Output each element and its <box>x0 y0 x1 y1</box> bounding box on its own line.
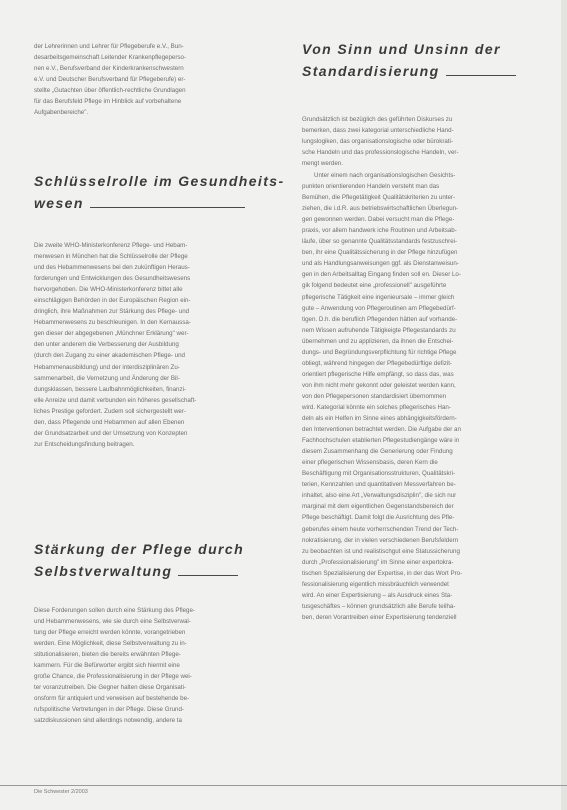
page-edge-shadow <box>561 0 567 810</box>
text-line: orientiert pflegerische Hilfe empfängt, so dass das, was <box>302 370 454 378</box>
text-line: terien, Kennzahlen und quantitativen Messverfahren be- <box>302 481 456 489</box>
text-line: ter voranzutreiben. Die Gegner halten diese Organisati- <box>34 684 187 692</box>
text-line: Pflege beschäftigt. Damit folgt die Ausrichtung des Pfle- <box>302 514 455 522</box>
text-line: praxis, vor allem handwerk iche Routinen und Arbeitsab- <box>302 227 457 235</box>
text-line: geberufes einem heute vorherrschenden Trend der Tech- <box>302 525 459 533</box>
text-line: rufspolitische Vertretungen in der Pflege. Diese Grund- <box>34 706 184 714</box>
text-line: Diese Forderungen sollen durch eine Stärkung des Pflege- <box>34 607 195 614</box>
text-line: von den Pflegepersonen standardisiert übernommen <box>302 392 447 400</box>
text-line: Die zweite WHO-Ministerkonferenz Pflege- und Hebam- <box>34 242 188 249</box>
text-line: werden. Eine Möglichkeit, diese Selbstverwaltung zu in- <box>34 640 187 648</box>
text-line: tung der Pflege erreicht werden könnte, vorangetrieben <box>34 629 186 637</box>
heading-line: Schlüsselrolle im Gesundheits- <box>34 173 285 189</box>
text-line: Hebammenausbildung) und der interdisziplinären Zu- <box>34 363 180 371</box>
text-line: große Chance, die Professionalisierung in der Pflege wei- <box>34 673 192 681</box>
text-line: Hebammenwesens zu beschleunigen. In den Kernaussa- <box>34 319 191 327</box>
text-line: menwesen in München hat die Schlüsselrolle der Pflege <box>34 253 188 261</box>
heading-rule <box>90 207 245 208</box>
section-heading-standardisierung <box>302 38 560 82</box>
text-line: dungs- und Begründungsverpflichtung für richtige Pflege <box>302 348 457 356</box>
text-line: zu beobachten ist und realistischgut eine Statussicherung <box>302 547 460 555</box>
text-line: gen dieser der abgegebenen „Münchner Erklärung" wer- <box>34 330 189 338</box>
text-line: desarbeitsgemeinschaft Leitender Krankenpflegeperso- <box>34 54 187 62</box>
heading-line: Von Sinn und Unsinn der <box>302 41 501 57</box>
text-block-selbstverwaltung <box>34 605 292 727</box>
text-line: wird. An einer Expertisierung – als Ausdruck eines Sta- <box>302 591 453 599</box>
text-line: gen in den Arbeitsalltag Eingang finden soll en. Dieser Lo- <box>302 271 461 279</box>
text-line: tigen. D.h. die beruflich Pflegenden hätten auf vorhande- <box>302 315 458 323</box>
text-line: liches Prestige gefordert. Zudem soll sichergestellt wer- <box>34 407 186 415</box>
text-line: und Hebammenwesens, wie sie durch eine Selbstverwal- <box>34 618 191 626</box>
text-line: bemerken, dass zwei kategorial unterschiedliche Hand- <box>302 127 454 135</box>
text-line: dungsklassen, bessere Laufbahnmöglichkeiten, finanzi- <box>34 385 187 393</box>
text-line: übernehmen und zu applizieren, da ihnen die Entschei- <box>302 337 454 345</box>
text-line: tischen Spezialisierung der Expertise, in der das Wort Pro- <box>302 569 463 577</box>
text-line: sammenarbeit, die Vernetzung und Änderung der Bil- <box>34 374 180 382</box>
text-line: hervorgehoben. Die WHO-Ministerkonferenz bittet alle <box>34 286 183 294</box>
text-block-who <box>34 240 292 450</box>
text-line: forderungen und Entwicklungen des Gesundheitswesens <box>34 275 191 283</box>
text-line: nokratisierung, der in vielen verschiedenen Berufsfeldern <box>302 536 459 544</box>
section-heading-staerkung <box>34 538 292 582</box>
text-block-organisationslogik <box>302 170 560 623</box>
text-line: sche Handeln und das professionslogische Handeln, ver- <box>302 149 459 157</box>
text-line: ben, deren Vorantreiben einer Expertisierung tendenziell <box>302 613 457 621</box>
heading-line: wesen <box>34 192 292 214</box>
text-line: Grundsätzlich ist bezüglich des geführten Diskurses zu <box>302 116 453 123</box>
text-line: pflegerische Tätigkeit eine ingenieursale – immer gleich <box>302 293 455 301</box>
text-line: satzdiskussionen sind allerdings notwendig, andere ta <box>34 717 182 725</box>
text-line: ziehen, die i.d.R. aus betriebswirtschaftlichen Überlegun- <box>302 205 459 213</box>
text-line: Beschäftigung mit Organisationsstrukturen, Qualitätskri- <box>302 470 456 478</box>
text-line: läufe, über so genannte Qualitätsstandards festzuschrei- <box>302 238 458 246</box>
text-line: deln als ein Helfen im Sinne eines abhängigkeitsfördern- <box>302 415 457 423</box>
text-line: Bemühen, die Pflegetätigkeit Qualitätskriterien zu unter- <box>302 194 456 202</box>
text-line: tusgeschäftes – können grundsätzlich alle Berufe teilha- <box>302 602 456 610</box>
text-line: stitutionalisieren, bieten die bereits erwähnten Pflege- <box>34 651 181 659</box>
text-line: einer pflegerischen Wissensbasis, deren Kern die <box>302 459 438 467</box>
text-line: den, dass Pflegende und Hebammen auf allen Ebenen <box>34 418 185 426</box>
text-line: e.V. und Deutscher Berufsverband für Pflegeberufe) er- <box>34 76 186 84</box>
text-line: nen e.V., Berufsverband der Kinderkrankenschwestern <box>34 65 184 73</box>
text-line: lungslogiken, das organisationslogische oder bürokrati- <box>302 138 453 146</box>
text-line: diesem Zusammenhang die Generierung oder Findung <box>302 448 453 456</box>
text-block-grundsaetzlich <box>302 114 560 169</box>
text-line: durch „Professionalisierung" im Sinne einer expertokra- <box>302 558 454 566</box>
text-line: punkten orientierenden Handeln versteht man das <box>302 183 440 191</box>
footer-rule <box>0 785 567 786</box>
text-line: den unter anderem die Verbesserung der Ausbildung <box>34 341 179 349</box>
heading-line: Selbstverwaltung <box>34 560 292 582</box>
footer-label: Die Schwester 2/2003 <box>34 789 88 795</box>
heading-line: Standardisierung <box>302 60 560 82</box>
text-line: den Interventionen betrachtet werden. Die Aufgabe der an <box>302 426 461 434</box>
text-line: inhaltet, also eine Art „Verwaltungsdisziplin", die sich nur <box>302 492 457 500</box>
text-line: und des Hebammenwesens bei den zukünftigen Heraus- <box>34 264 190 272</box>
text-line: einschlägigen Behörden in der Europäischen Region ein- <box>34 297 191 305</box>
text-line: wird. Kategorial könnte ein solches pflegerisches Han- <box>302 403 451 411</box>
text-line: kammern. Für die Befürworter ergibt sich hiermit eine <box>34 662 180 670</box>
text-block-intro <box>34 41 292 118</box>
text-line: der Lehrerinnen und Lehrer für Pflegeberufe e.V., Bun- <box>34 43 184 50</box>
text-line: zur Entscheidungsfindung beitragen. <box>34 440 135 448</box>
text-line: von ihm nicht mehr gekonnt oder geleistet werden kann, <box>302 381 456 389</box>
text-line: onsform für antiquiert und verweisen auf bestehende be- <box>34 695 190 703</box>
text-line: obliegt, während hingegen der Pflegebedürftige defizit- <box>302 359 452 367</box>
text-line: gik folgend bedeutet eine „professionell" ausgeführte <box>302 282 447 290</box>
heading-line: Stärkung der Pflege durch <box>34 541 245 557</box>
text-line: dringlich, ihre Maßnahmen zur Stärkung des Pflege- und <box>34 308 190 316</box>
text-line: nem Wissen aufruhende Tätigkeigte Pflegestandards zu <box>302 326 456 334</box>
text-line: gen gewonnen werden. Dabei versucht man die Pflege- <box>302 216 455 224</box>
text-line: der Grundsatzarbeit und der Umsetzung von Konzepten <box>34 429 188 437</box>
text-line: gute – Anwendung von Pflegeroutinen am Pflegebedürf- <box>302 304 456 312</box>
heading-rule <box>446 75 516 76</box>
text-line: marginal mit dem eigentlichen Gegenstandsbereich der <box>302 503 454 511</box>
text-line: mengt werden. <box>302 160 343 168</box>
text-line: elle Anreize und damit verbunden ein höheres gesellschaft- <box>34 396 197 404</box>
text-line: (durch den Zugang zu einer akademischen Pflege- und <box>34 352 186 360</box>
text-line: für das Berufsfeld Pflege im Hinblick auf vorbehaltene <box>34 98 182 106</box>
section-heading-schluesselrolle <box>34 170 292 214</box>
text-line: Unter einem nach organisationslogischen Gesichts- <box>314 172 456 179</box>
heading-rule <box>178 575 238 576</box>
text-line: Aufgabenbereiche". <box>34 109 89 117</box>
text-line: und als Handlungsanweisungen ggf. als Dienstanweisun- <box>302 260 459 268</box>
text-line: Fachhochschulen etablierten Pflegestudiengänge wäre in <box>302 437 460 445</box>
text-line: fessionalisierung eigentlich missbräuchlich verwendet <box>302 580 449 588</box>
text-line: stellte „Gutachten über öffentlich-rechtliche Grundlagen <box>34 87 186 95</box>
text-line: ben, ihr eine Qualitätssicherung in der Pflege hinzufügen <box>302 249 458 257</box>
